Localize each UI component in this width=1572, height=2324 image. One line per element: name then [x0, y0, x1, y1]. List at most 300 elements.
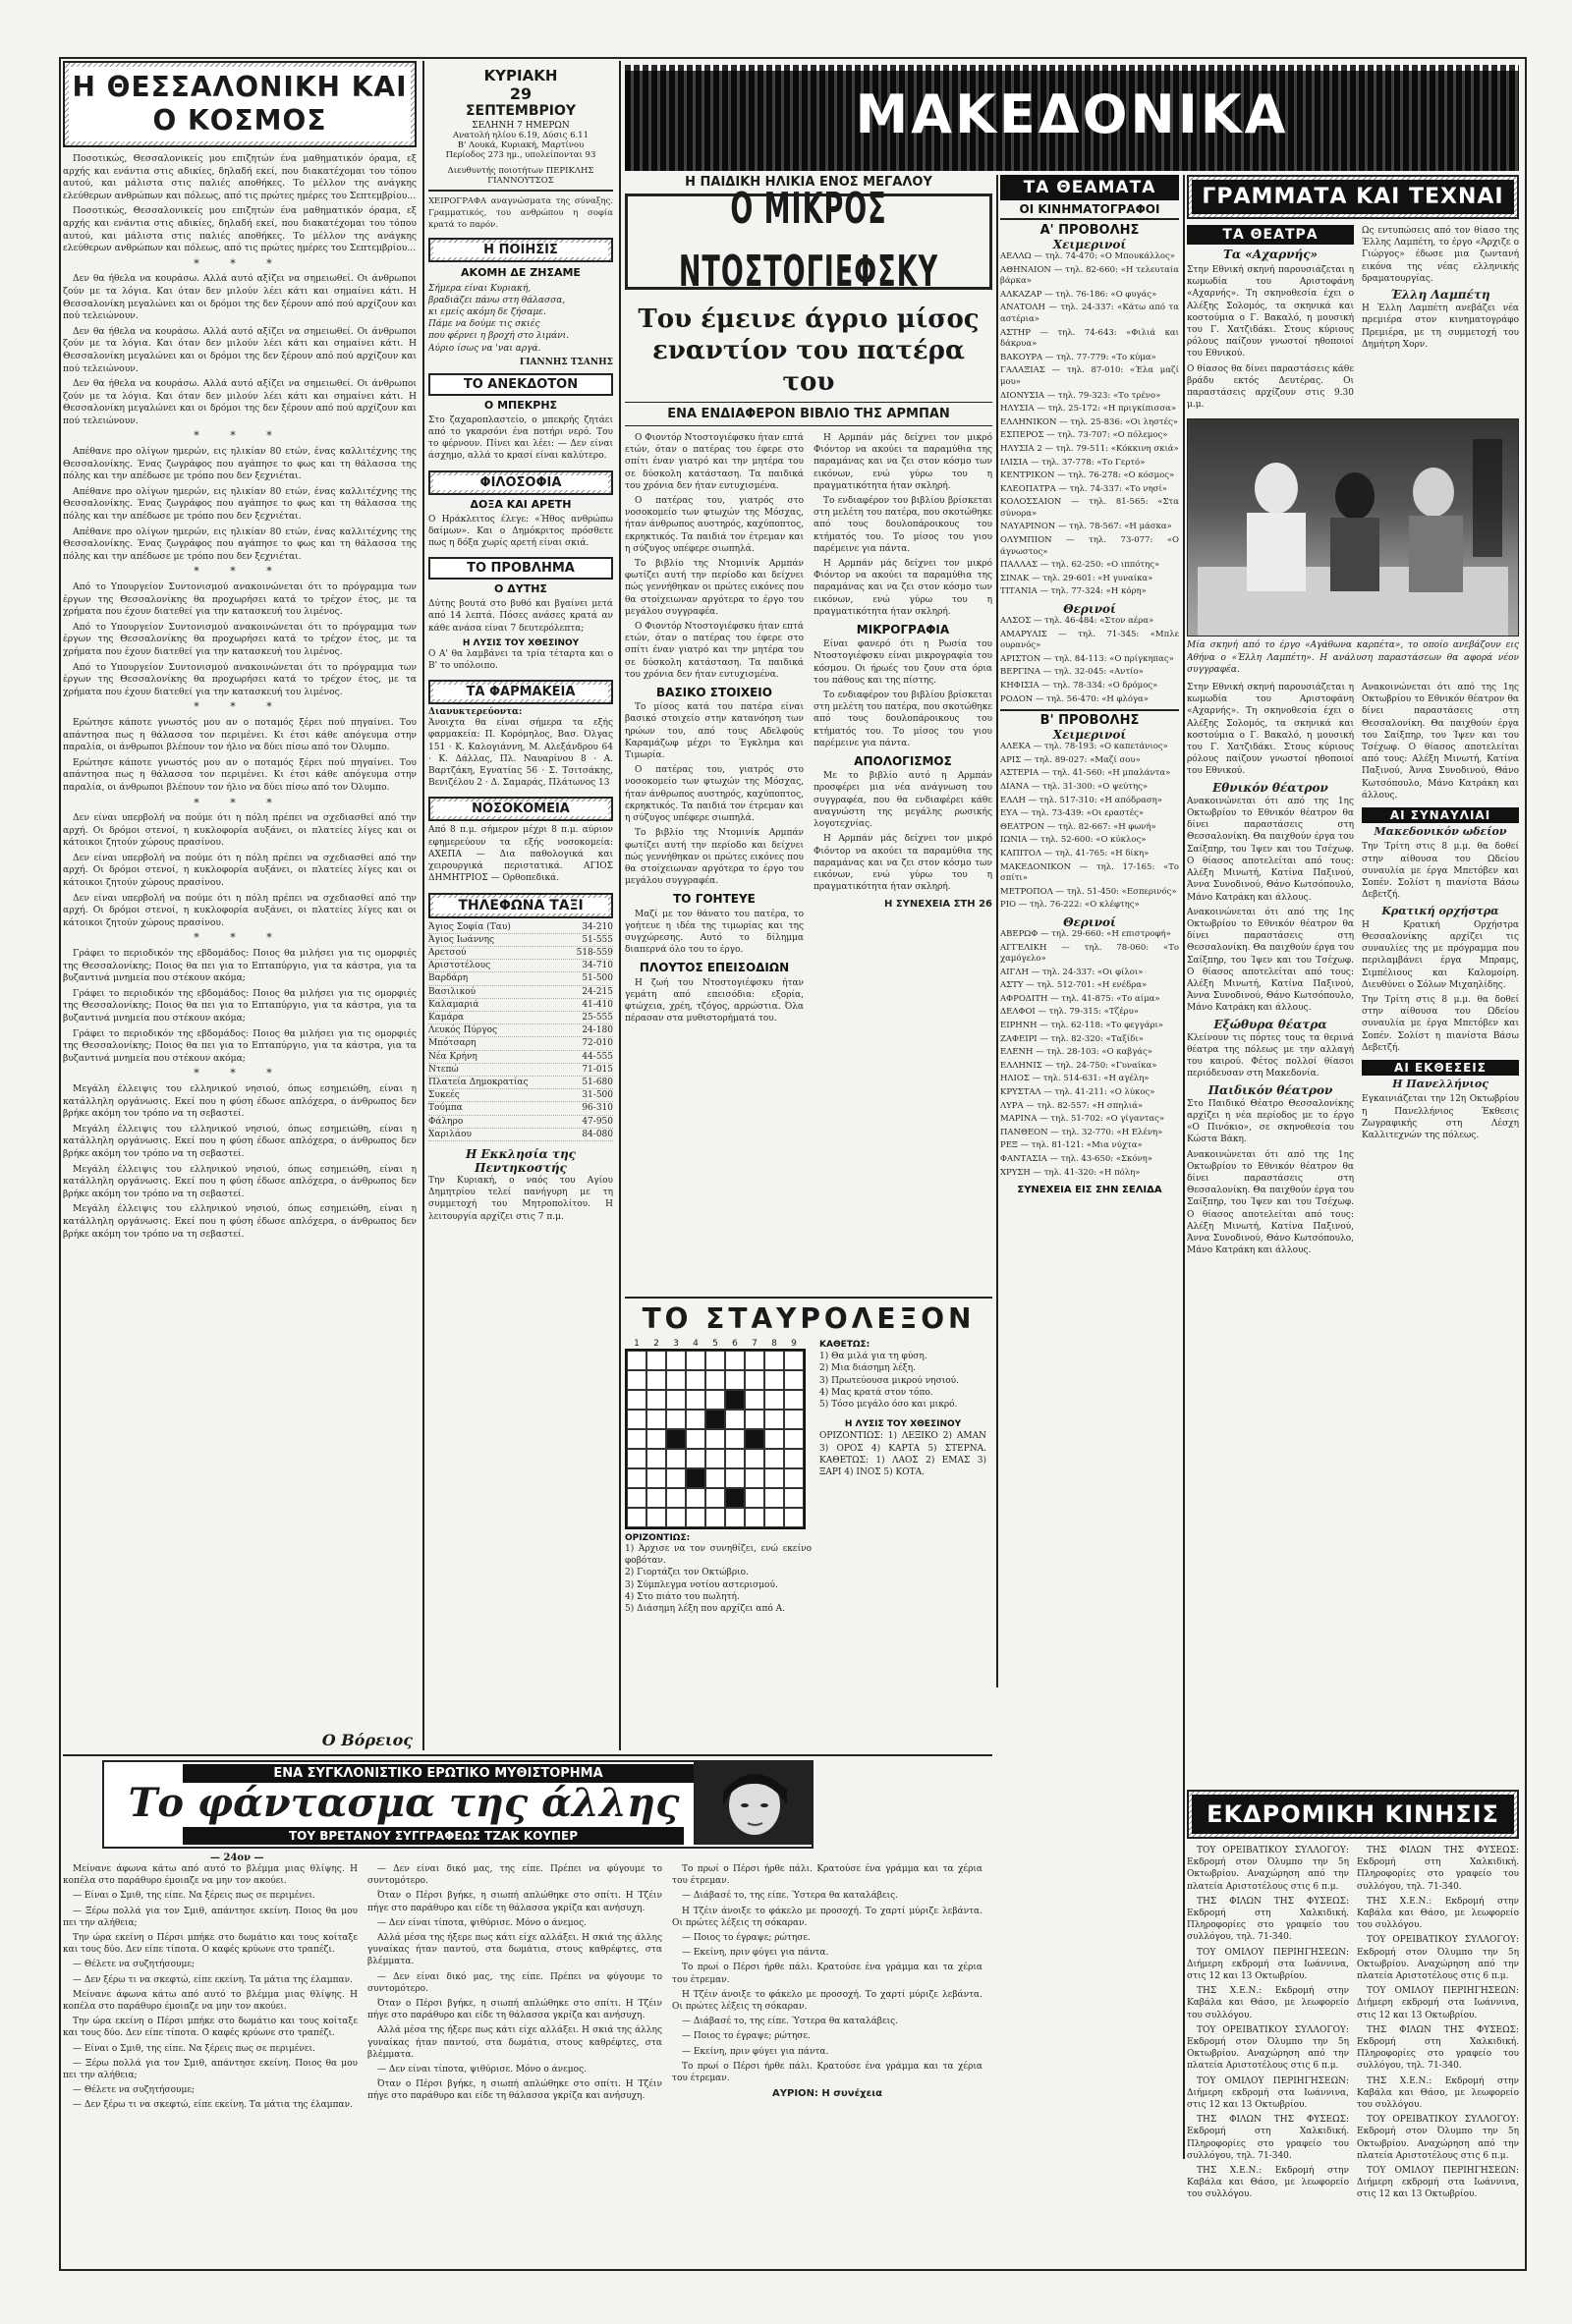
poetry-line: Αύριο ίσως να 'ναι αργά.: [428, 343, 541, 354]
crossword-clue: 4) Στο πιάτο του πωλητή.: [625, 1591, 740, 1602]
crossword-cell: [764, 1390, 784, 1410]
cinema-entry: ΙΛΙΣΙΑ — τηλ. 37-778: «Το Γερτό»: [1000, 457, 1146, 468]
anecdote-section: ΤΟ ΑΝΕΚΔΟΤΟΝ: [428, 373, 613, 396]
pharmacies-intro: Διανυκτερεύοντα:: [428, 707, 523, 718]
calendar-date: 29: [509, 84, 533, 103]
crossword-cell: [666, 1449, 686, 1468]
novel-paragraph: — Είναι ο Σμιθ, της είπε. Να ξέρεις πως σε περιμένει.: [73, 2043, 315, 2054]
masthead: [625, 65, 1519, 171]
left-title: Η ΘΕΣΣΑΛΟΝΙΚΗ ΚΑΙ Ο ΚΟΣΜΟΣ: [69, 67, 411, 141]
feature-subheading: ΑΠΟΛΟΓΙΣΜΟΣ: [854, 754, 952, 769]
novel-paragraph: — Διάβασέ το, της είπε. Ύστερα θα καταλάβεις.: [682, 2017, 899, 2027]
cinema-entry: ΗΛΙΟΣ — τηλ. 514-631: «Η αγέλη»: [1000, 1074, 1150, 1084]
national-text: Ανακοινώνεται ότι από της 1ης Οκτωβρίου το Εθνικόν θέατρον θα δίνει παραστάσεις στη Θεσσαλονίκη. Θα παιχθούν έργα του Σαίξπηρ, του Ίψεν και του Τσέχωφ. Ο θίασος αποτελείται από τους: Αλέξη Μινωτή, Κατίνα Παξινού, Άννα Συνοδινού, Θάνο Κωτσόπουλο, Μάνο Κατράκη και άλλους.: [1187, 907, 1354, 1014]
cinema-list: [1000, 742, 1179, 912]
cinema-list: [1000, 929, 1179, 1179]
crossword-cell: [725, 1429, 745, 1449]
crossword-cell: [686, 1429, 705, 1449]
theatre-text: Ο θίασος θα δίνει παραστάσεις κάθε βράδυ εκτός Δευτέρας. Οι παραστάσεις αρχίζουν στις 9.30 μ.μ.: [1187, 363, 1354, 411]
phone-number: 44-555: [582, 1051, 613, 1062]
crossword-cell: [705, 1488, 725, 1508]
crossword-cell: [627, 1370, 646, 1390]
phone-row: [428, 986, 613, 999]
cinema-entry: ΑΜΑΡΥΛΙΣ — τηλ. 71-345: «Μπλε ουρανός»: [1000, 629, 1179, 651]
excursion-entry: ΤΗΣ ΦΙΛΩΝ ΤΗΣ ΦΥΣΕΩΣ: Εκδρομή στη Χαλκιδική. Πληροφορίες στο γραφείο του συλλόγου, τηλ. 71-340.: [1187, 1896, 1349, 1943]
left-paragraph: Ερώτησε κάποτε γνωστός μου αν ο ποταμός ξέρει πού πηγαίνει. Του απάντησα πως η θάλασσα τον περιμένει. Κι έτσι κάθε απόγευμα στην παραλία, οι άνθρωποι βλέπουν τον ήλιο να δύει πίσω από τον Όλυμπο.: [63, 756, 417, 793]
phone-number: 41-410: [582, 999, 613, 1010]
phone-place: Καλαμαριά: [428, 999, 479, 1010]
novel-paragraph: — Ποιος το έγραψε; ρώτησε.: [682, 2031, 811, 2042]
phone-place: Βαρδάρη: [428, 973, 469, 984]
cinema-continued: ΣΥΝΕΧΕΙΑ ΕΙΣ ΣΗΝ ΣΕΛΙΔΑ: [1017, 1185, 1162, 1196]
phone-place: Καμάρα: [428, 1012, 465, 1023]
crossword-cell: [784, 1370, 804, 1390]
phone-number: 84-080: [582, 1129, 613, 1139]
crossword-down-title: ΚΑΘΕΤΩΣ:: [819, 1340, 870, 1350]
anecdote-title: Ο ΜΠΕΚΡΗΣ: [483, 398, 558, 412]
phone-place: Λευκός Πύργος: [428, 1025, 498, 1036]
arts-paragraph: Ανακοινώνεται ότι από της 1ης Οκτωβρίου το Εθνικόν θέατρον θα δίνει παραστάσεις στη Θεσσαλονίκη. Θα παιχθούν έργα του Σαίξπηρ, του Ίψεν και του Τσέχωφ. Ο θίασος αποτελείται από τους: Αλέξη Μινωτή, Κατίνα Παξινού, Άννα Συνοδινού, Θάνο Κωτσόπουλο, Μάνο Κατράκη και άλλους.: [1362, 683, 1519, 801]
feature-col-2: [814, 432, 992, 1027]
crossword-cell: [705, 1468, 725, 1488]
crossword-cell: [646, 1449, 666, 1468]
cinema-entry: ΛΥΡΑ — τηλ. 82-557: «Η σπηλιά»: [1000, 1100, 1144, 1111]
phone-row: [428, 1051, 613, 1064]
cinema-entry: ΕΙΡΗΝΗ — τηλ. 62-118: «Το φεγγάρι»: [1000, 1021, 1163, 1031]
crossword-clue: 1) Άρχισε να τον συνηθίζει, ενώ εκείνο φοβόταν.: [625, 1544, 812, 1567]
poetry-line: κι εμείς ακόμη δε ζήσαμε.: [428, 307, 546, 318]
novel-col-1: [63, 1863, 358, 2115]
pharmacies-text: Άνοιχτα θα είναι σήμερα τα εξής φαρμακεία: Π. Κορόμηλος, Βασ. Όλγας 151 · Κ. Καλογιάννη, Μ. Αλεξάνδρου 64 · Κ. Δάλλας, Πλ. Ναυαρίνου 8 · Α. Βαρτζάκη, Εγνατίας 56 · Σ. Τσιτσάκης, Βενιζέλου 2 · Δ. Σαμαράς, Πλάτωνος 13: [428, 718, 613, 789]
phone-number: 25-555: [582, 1012, 613, 1023]
photo-caption: Μία σκηνή από το έργο «Αγάθωνα καρπέτα», το οποίο ανεβάζουν εις Αθήνα ο «Έλλη Λαμπέτη». Η ανάλυση παραστάσεων θα αφορά νέον συγγραφέα.: [1187, 640, 1519, 675]
cinema-entry: ΤΙΤΑΝΙΑ — τηλ. 77-324: «Η κόρη»: [1000, 586, 1147, 597]
left-signature: Ο Βόρειος: [321, 1731, 413, 1749]
novel-paragraph: Αλλά μέσα της ήξερε πως κάτι είχε αλλάξει. Η σκιά της άλλης γυναίκας ήταν παντού, στα δωμάτια, στους καθρέφτες, στα βλέμματα.: [367, 1933, 662, 1967]
feature-paragraph: Ο πατέρας του, γιατρός στο νοσοκομείο των φτωχών της Μόσχας, ήταν άνθρωπος αυστηρός, καχύποπτος, εκρηκτικός. Τα παιδιά τον έτρεμαν και η σύζυγος υπέφερε σιωπηλά.: [625, 496, 804, 554]
novel-col-3: [672, 1863, 982, 2115]
cinema-entry: ΠΑΛΛΑΣ — τηλ. 62-250: «Ο ιππότης»: [1000, 560, 1160, 571]
crossword-cell: [725, 1370, 745, 1390]
crossword-cell: [764, 1488, 784, 1508]
phone-row: [428, 960, 613, 972]
crossword-body: [625, 1339, 992, 1615]
hospitals-section: [428, 797, 613, 821]
pharmacies-section-title: ΤΑ ΦΑΡΜΑΚΕΙΑ: [433, 685, 608, 699]
cinema-entry: ΚΗΦΙΣΙΑ — τηλ. 78-334: «Ο δρόμος»: [1000, 681, 1158, 691]
crossword-cell: [627, 1508, 646, 1527]
masthead-title: ΜΑΚΕΔΟΝΙΚΑ: [625, 71, 1519, 171]
cinema-entry: ΒΕΡΓΙΝΑ — τηλ. 32-045: «Αντίο»: [1000, 667, 1144, 678]
crossword-cell: [686, 1508, 705, 1527]
crossword-cell: [627, 1410, 646, 1429]
novel-paragraph: Το πρωί ο Πέρσι ήρθε πάλι. Κρατούσε ένα γράμμα και τα χέρια του έτρεμαν.: [672, 1864, 982, 1887]
cinema-entry: ΕΛΛΗ — τηλ. 517-310: «Η απόδραση»: [1000, 795, 1162, 805]
cons-text: Η Κρατική Ορχήστρα Θεσσαλονίκης αρχίζει τις συναυλίες της με πρόγραμμα που περιλαμβάνει έργα Μπραμς, Σιμπέλιους και Καλομοίρη. Διευθύνει ο Σόλων Μιχαηλίδης.: [1362, 919, 1519, 990]
cinema-entry: ΙΩΝΙΑ — τηλ. 52-600: «Ο κύκλος»: [1000, 835, 1147, 846]
calendar-column: [428, 61, 613, 1750]
crossword-number: 9: [791, 1339, 797, 1349]
arts-top: [1187, 225, 1519, 411]
novel-paragraph: — Διάβασέ το, της είπε. Ύστερα θα καταλάβεις.: [682, 1891, 899, 1902]
feature-paragraph: Με το βιβλίο αυτό η Αρμπάν προσφέρει μια νέα ανάγνωση του συγγραφέα, που θα ενδιαφέρει κάθε αναγνώστη της μεγάλης ρωσικής λογοτεχνίας.: [814, 771, 992, 830]
column-rule: [619, 61, 621, 1750]
cinema-entry: ΑΙΓΛΗ — τηλ. 24-337: «Οι φίλοι»: [1000, 967, 1144, 977]
crossword-cell: [627, 1449, 646, 1468]
crossword-cell: [686, 1468, 705, 1488]
phone-place: Αριστοτέλους: [428, 961, 491, 971]
left-paragraph: Μεγάλη έλλειψις του ελληνικού νησιού, όπως εσημειώθη, είναι η κατάλληλη οργάνωσις. Εκεί που η φύση έδωσε απλόχερα, ο άνθρωπος δεν βρήκε ακόμη τον τρόπο να τη σεβαστεί.: [63, 1203, 417, 1240]
crossword-cell: [745, 1370, 764, 1390]
calendar-day: ΚΥΡΙΑΚΗ: [483, 67, 558, 84]
cinema-entry: ΔΙΑΝΑ — τηλ. 31-300: «Ο ψεύτης»: [1000, 781, 1149, 792]
feature-continued: Η ΣΥΝΕΧΕΙΑ ΣΤΗ 26: [883, 899, 992, 911]
cinema-entry: ΔΙΟΝΥΣΙΑ — τηλ. 79-323: «Το τρένο»: [1000, 390, 1161, 401]
cinema-entry: ΡΕΞ — τηλ. 81-121: «Μια νύχτα»: [1000, 1140, 1143, 1151]
cinema-entry: ΔΕΛΦΟΙ — τηλ. 79-315: «Τζέρυ»: [1000, 1007, 1139, 1018]
cinema-entry: ΟΛΥΜΠΙΟΝ — τηλ. 73-077: «Ο άγνωστος»: [1000, 535, 1179, 557]
crossword-cell: [627, 1488, 646, 1508]
crossword-clue: 2) Μια διάσημη λέξη.: [819, 1363, 917, 1374]
feature-subheading: ΜΙΚΡΟΓΡΑΦΙΑ: [856, 623, 950, 637]
cinema-entry: ΑΣΤΗΡ — τηλ. 74-643: «Φιλιά και δάκρυα»: [1000, 327, 1179, 350]
phone-row: [428, 934, 613, 947]
crossword-cell: [705, 1410, 725, 1429]
cinema-entry: ΝΑΥΑΡΙΝΟΝ — τηλ. 78-567: «Η μάσκα»: [1000, 522, 1172, 532]
crossword-solution-title: Η ΛΥΣΙΣ ΤΟΥ ΧΘΕΣΙΝΟΥ: [844, 1419, 962, 1430]
crossword-cell: [646, 1468, 666, 1488]
novel-paragraph: Την ώρα εκείνη ο Πέρσι μπήκε στο δωμάτιο και τους κοίταξε και τους δύο. Δεν είπε τίποτα. Ο καφές κρύωνε στο τραπέζι.: [63, 2017, 358, 2039]
cinema-entry: ΚΡΥΣΤΑΛ — τηλ. 41-211: «Ο λύκος»: [1000, 1087, 1155, 1098]
phone-row: [428, 1064, 613, 1077]
left-paragraph: Από το Υπουργείον Συντονισμού ανακοινώνεται ότι το πρόγραμμα των έργων της Θεσσαλονίκης θα προχωρήσει κατά το τρέχον έτος, με τα χρήματα που έχουν διατεθεί για την κατασκευή του λιμένος.: [63, 581, 417, 618]
excursions-banner: ΕΚΔΡΟΜΙΚΗ ΚΙΝΗΣΙΣ: [1192, 1795, 1514, 1834]
cinema-list: [1000, 251, 1179, 598]
excursion-entry: ΤΗΣ ΦΙΛΩΝ ΤΗΣ ΦΥΣΕΩΣ: Εκδρομή στη Χαλκιδική. Πληροφορίες στο γραφείο του συλλόγου, τηλ. 71-340.: [1357, 1846, 1519, 1892]
novel-paragraph: — Δεν είναι δικό μας, της είπε. Πρέπει να φύγουμε το συντομότερο.: [367, 1971, 662, 1994]
crossword-clue: 5) Διάσημη λέξη που αρχίζει από Α.: [625, 1604, 785, 1615]
cinema-entry: ΚΛΕΟΠΑΤΡΑ — τηλ. 74-337: «Το νησί»: [1000, 483, 1167, 494]
calendar-box: [428, 67, 613, 192]
novel-paragraph: — Εκείνη, πριν φύγει για πάντα.: [682, 2046, 829, 2057]
cinema-entry: ΑΕΛΛΩ — τηλ. 74-470: «Ο Μπουκάλλος»: [1000, 251, 1175, 261]
excursion-entry: ΤΟΥ ΟΜΙΛΟΥ ΠΕΡΙΗΓΗΣΕΩΝ: Διήμερη εκδρομή στα Ιωάννινα, στις 12 και 13 Οκτωβρίου.: [1187, 1947, 1349, 1982]
feature-paragraph: Το βιβλίο της Ντομινίκ Αρμπάν φωτίζει αυτή την περίοδο και δείχνει πώς γεννήθηκαν οι πρώτες εικόνες που θα στοίχειωναν αργότερα το έργο του μεγάλου συγγραφέα.: [625, 828, 804, 887]
crossword-cell: [725, 1488, 745, 1508]
winter-heading-2: Χειμερινοί: [1052, 728, 1127, 743]
pharmacies-section: [428, 680, 613, 704]
calendar-director: Διευθυντής ποιοτήτων ΠΕΡΙΚΛΗΣ ΓΙΑΝΝΟΥΤΣΟΣ: [447, 166, 594, 186]
poetry-line: βραδιάζει πάνω στη θάλασσα,: [428, 295, 566, 305]
poetry-line: Σήμερα είναι Κυριακή,: [428, 283, 532, 294]
separator-stars: * * *: [194, 931, 286, 945]
cinema-entry: ΧΡΥΣΗ — τηλ. 41-320: «Η πόλη»: [1000, 1167, 1141, 1178]
feature-paragraph: Η ζωή του Ντοστογιέφσκυ ήταν γεμάτη από επεισόδια: εξορία, φτώχεια, χρέη, τζόγος, αρρώστια. Όλα πέρασαν στα μυθιστορήματά του.: [625, 977, 804, 1024]
arts-side-text: Ως εντυπώσεις από τον θίασο της Έλλης Λαμπέτη, το έργο «Άρχιζε ο Γιώργος» έδωσε μια ζωντανή εικόνα της νέας ελληνικής δραματουργίας.: [1362, 226, 1519, 284]
summer-heading: Θερινοί: [1063, 602, 1116, 617]
cinema-entry: ΑΛΚΑΖΑΡ — τηλ. 76-186: «Ο φυγάς»: [1000, 289, 1157, 300]
crossword-cell: [784, 1390, 804, 1410]
feature-paragraph: Η Αρμπάν μάς δείχνει τον μικρό Φιόντορ να ακούει τα παραμύθια της παραμάνας και να ζει στον κόσμο των εικόνων, ενώ γύρω του η πραγματικότητα ήταν σκληρή.: [814, 433, 992, 491]
novel-tagline: ΕΝΑ ΣΥΓΚΛΟΝΙΣΤΙΚΟ ΕΡΩΤΙΚΟ ΜΥΘΙΣΤΟΡΗΜΑ: [183, 1764, 694, 1783]
feature-subhead: ΕΝΑ ΕΝΔΙΑΦΕΡΟΝ ΒΙΒΛΙΟ ΤΗΣ ΑΡΜΠΑΝ: [625, 402, 992, 426]
crossword-cell: [666, 1468, 686, 1488]
crossword-cell: [686, 1351, 705, 1370]
feature-paragraph: Η Αρμπάν μάς δείχνει τον μικρό Φιόντορ να ακούει τα παραμύθια της παραμάνας και να ζει στον κόσμο των εικόνων, ενώ γύρω του η πραγματικότητα ήταν σκληρή.: [814, 559, 992, 617]
left-paragraph: Γράφει το περιοδικόν της εβδομάδος: Ποιος θα μιλήσει για τις ομορφιές της Θεσσαλονίκης; Ποιος θα πει για το Επταπύργιο, για τα κάστρα, για τα βυζαντινά μνημεία που στέκουν ακόμα;: [63, 948, 417, 984]
arts-paragraph: Στην Εθνική σκηνή παρουσιάζεται η κωμωδία του Αριστοφάνη «Αχαρνής». Τη σκηνοθεσία έχει ο Αλέξης Σολομός, τα σκηνικά και κοστούμια ο Γ. Βακαλό, η μουσική του Γ. Χατζιδάκι. Στους κύριους ρόλους παίζουν γνωστοί ηθοποιοί του Εθνικού.: [1187, 683, 1354, 777]
phone-row: [428, 1077, 613, 1089]
crossword-clue: 3) Πρωτεύουσα μικρού νησιού.: [819, 1375, 959, 1386]
phone-number: 34-710: [582, 961, 613, 971]
crossword-cell: [745, 1351, 764, 1370]
church-text: Την Κυριακή, ο ναός του Αγίου Δημητρίου τελεί πανήγυρη με τη συμμετοχή του Μητροπολίτου. Η λειτουργία αρχίζει στις 7 π.μ.: [428, 1175, 613, 1222]
poetry-section: [428, 238, 613, 262]
feature-paragraph: Ο πατέρας του, γιατρός στο νοσοκομείο των φτωχών της Μόσχας, ήταν άνθρωπος αυστηρός, καχύποπτος, εκρηκτικός. Τα παιδιά τον έτρεμαν και η σύζυγος υπέφερε σιωπηλά.: [625, 765, 804, 824]
excursion-entry: ΤΗΣ ΦΙΛΩΝ ΤΗΣ ΦΥΣΕΩΣ: Εκδρομή στη Χαλκιδική. Πληροφορίες στο γραφείο του συλλόγου, τηλ. 71-340.: [1187, 2115, 1349, 2161]
first-run: Α' ΠΡΟΒΟΛΗΣ: [1039, 223, 1140, 238]
crossword-left: [625, 1339, 812, 1615]
novel-paragraph: — Δεν είναι τίποτα, ψιθύρισε. Μόνο ο άνεμος.: [377, 2065, 587, 2075]
phones-section-title: ΤΗΛΕΦΩΝΑ ΤΑΞΙ: [433, 898, 608, 913]
novel-paragraph: Η Τζέιν άνοιξε το φάκελο με προσοχή. Το χαρτί μύριζε λεβάντα. Οι πρώτες λέξεις τη σόκαραν.: [672, 1906, 982, 1928]
crossword-cell: [764, 1351, 784, 1370]
crossword-cell: [705, 1429, 725, 1449]
crossword-number: 6: [732, 1339, 738, 1349]
cinema-entry: ΒΑΚΟΥΡΑ — τηλ. 77-779: «Το κύμα»: [1000, 352, 1156, 362]
left-body: [63, 153, 417, 1241]
crossword-cell: [666, 1508, 686, 1527]
phone-place: Νέα Κρήνη: [428, 1051, 477, 1062]
cinema-entry: ΑΣΤΕΡΙΑ — τηλ. 41-560: «Η μπαλάντα»: [1000, 768, 1171, 779]
exhibitions-section: ΑΙ ΕΚΘΕΣΕΙΣ: [1362, 1060, 1519, 1076]
cinema-section: ΤΑ ΘΕΑΜΑΤΑ: [1000, 175, 1179, 200]
poetry-section-title: Η ΠΟΙΗΣΙΣ: [433, 243, 608, 257]
crossword-number: 8: [771, 1339, 777, 1349]
phones-section: [428, 893, 613, 918]
arts-bottom-right: [1362, 682, 1519, 1256]
arts-bottom-left: [1187, 682, 1354, 1256]
crossword-cell: [686, 1488, 705, 1508]
novel-paragraph: Η Τζέιν άνοιξε το φάκελο με προσοχή. Το χαρτί μύριζε λεβάντα. Οι πρώτες λέξεις τη σόκαραν.: [672, 1989, 982, 2013]
philosophy-title: ΔΟΞΑ ΚΑΙ ΑΡΕΤΗ: [470, 497, 572, 511]
crossword-cell: [627, 1390, 646, 1410]
gatherings-section: ΑΙ ΣΥΝΑΥΛΙΑΙ: [1362, 807, 1519, 823]
crossword-cell: [764, 1370, 784, 1390]
crossword-cell: [686, 1390, 705, 1410]
crossword-cell: [784, 1429, 804, 1449]
novel-paragraph: Αλλά μέσα της ήξερε πως κάτι είχε αλλάξει. Η σκιά της άλλης γυναίκας ήταν παντού, στα δωμάτια, στους καθρέφτες, στα βλέμματα.: [367, 2025, 662, 2060]
cinema-entry: ΦΑΝΤΑΣΙΑ — τηλ. 43-650: «Σκόνη»: [1000, 1154, 1152, 1164]
crossword-cell: [627, 1468, 646, 1488]
crossword-cell: [705, 1449, 725, 1468]
column-rule: [422, 61, 424, 1750]
cinema-entry: ΑΛΣΟΣ — τηλ. 46-484: «Στον αέρα»: [1000, 616, 1154, 627]
feature-paragraph: Ο Φιοντόρ Ντοστογιέφσκυ ήταν επτά ετών, όταν ο πατέρας του έφερε στο σπίτι έναν γιατρό και την μητέρα του σε δύσκολη κατάσταση. Τα παιδικά του χρόνια δεν ήταν ευτυχισμένα.: [625, 433, 804, 491]
gatherings-text: Την Τρίτη στις 8 μ.μ. θα δοθεί στην αίθουσα του Ωδείου συναυλία με έργα Μπετόβεν και Σοπέν. Σολίστ η πιανίστα Βάσω Δεβετζή.: [1362, 994, 1519, 1053]
crossword-cell: [646, 1429, 666, 1449]
excursion-entry: ΤΟΥ ΟΜΙΛΟΥ ΠΕΡΙΗΓΗΣΕΩΝ: Διήμερη εκδρομή στα Ιωάννινα, στις 12 και 13 Οκτωβρίου.: [1357, 1986, 1519, 2020]
cinema-entry: ΑΡΙΣ — τηλ. 89-027: «Μαζί σου»: [1000, 754, 1141, 765]
phone-list: [428, 921, 613, 1141]
cinema-entry: ΜΑΡΙΝΑ — τηλ. 51-702: «Ο γίγαντας»: [1000, 1114, 1165, 1125]
hospitals-section-title: ΝΟΣΟΚΟΜΕΙΑ: [433, 802, 608, 816]
novel-paragraph: Την ώρα εκείνη ο Πέρσι μπήκε στο δωμάτιο και τους κοίταξε και τους δύο. Δεν είπε τίποτα. Ο καφές κρύωνε στο τραπέζι.: [63, 1933, 358, 1956]
feature-title-box: [625, 185, 992, 297]
phone-place: Συκεές: [428, 1090, 460, 1101]
poetry-title: ΑΚΟΜΗ ΔΕ ΖΗΣΑΜΕ: [461, 265, 581, 279]
cinema-entry: ΚΟΛΟΣΣΑΙΟΝ — τηλ. 81-565: «Στα σύνορα»: [1000, 497, 1179, 519]
cinema-entry: ΑΘΗΝΑΙΟΝ — τηλ. 82-660: «Η τελευταία βάρκα»: [1000, 264, 1179, 287]
crossword-cell: [646, 1390, 666, 1410]
cinema-entry: ΓΑΛΑΞΙΑΣ — τηλ. 87-010: «Έλα μαζί μου»: [1000, 365, 1179, 387]
separator-stars: * * *: [194, 1067, 286, 1080]
exhibitions-title: Η Πανελλήνιος: [1392, 1078, 1488, 1091]
crossword-cell: [745, 1488, 764, 1508]
poetry-text: [428, 283, 613, 355]
left-paragraph: Μεγάλη έλλειψις του ελληνικού νησιού, όπως εσημειώθη, είναι η κατάλληλη οργάνωσις. Εκεί που η φύση έδωσε απλόχερα, ο άνθρωπος δεν βρήκε ακόμη τον τρόπο να τη σεβαστεί.: [63, 1123, 417, 1159]
feature-title: Ο ΜΙΚΡΟΣ ΝΤΟΣΤΟΓΙΕΦΣΚΥ: [678, 185, 939, 297]
crossword-cell: [666, 1390, 686, 1410]
excursion-entry: ΤΗΣ Χ.Ε.Ν.: Εκδρομή στην Καβάλα και Θάσο, με λεωφορείο του συλλόγου.: [1187, 1986, 1349, 2020]
crossword-cell: [745, 1429, 764, 1449]
left-paragraph: Δεν είναι υπερβολή να πούμε ότι η πόλη πρέπει να σχεδιασθεί από την αρχή. Οι δρόμοι στενοί, η κυκλοφορία αυξάνει, οι πλατείες λίγες και οι κάτοικοι ζητούν χώρους πρασίνου.: [63, 892, 417, 928]
crossword-cell: [666, 1488, 686, 1508]
novel-paragraph: — Ξέρω πολλά για τον Σμιθ, απάντησε εκείνη. Ποιος θα μου πει την αλήθεια;: [63, 1906, 358, 1928]
crossword-cell: [784, 1488, 804, 1508]
crossword-number: 1: [634, 1339, 640, 1349]
novel-paragraph: — Θέλετε να συζητήσουμε;: [73, 2085, 196, 2096]
phone-row: [428, 947, 613, 960]
novel-paragraph: — Δεν είναι τίποτα, ψιθύρισε. Μόνο ο άνεμος.: [377, 1917, 587, 1928]
feature-paragraph: Μαζί με τον θάνατο του πατέρα, το γοήτευε η ιδέα της τιμωρίας και της συγχώρεσης. Αυτό το δίλημμα διαπερνά όλο του το έργο.: [625, 909, 804, 956]
crossword-cell: [725, 1351, 745, 1370]
feature-col-1: [625, 432, 804, 1027]
excursion-entry: ΤΗΣ Χ.Ε.Ν.: Εκδρομή στην Καβάλα και Θάσο, με λεωφορείο του συλλόγου.: [1357, 2075, 1519, 2111]
left-paragraph: Γράφει το περιοδικόν της εβδομάδος: Ποιος θα μιλήσει για τις ομορφιές της Θεσσαλονίκης; Ποιος θα πει για το Επταπύργιο, για τα κάστρα, για τα βυζαντινά μνημεία που στέκουν ακόμα;: [63, 1027, 417, 1064]
crossword-cell: [784, 1410, 804, 1429]
excursion-entry: ΤΟΥ ΟΡΕΙΒΑΤΙΚΟΥ ΣΥΛΛΟΓΟΥ: Εκδρομή στον Όλυμπο την 5η Οκτωβρίου. Αναχώρηση από την πλατεία Αριστοτέλους στις 6 π.μ.: [1357, 1935, 1519, 1982]
phone-number: 34-210: [582, 921, 613, 932]
cinema-entry: ΑΦΡΟΔΙΤΗ — τηλ. 41-875: «Το αίμα»: [1000, 993, 1160, 1004]
separator-stars: * * *: [194, 256, 286, 270]
theatre-text: Στην Εθνική σκηνή παρουσιάζεται η κωμωδία του Αριστοφάνη «Αχαρνής». Τη σκηνοθεσία έχει ο Αλέξης Σολομός, τα σκηνικά και κοστούμια ο Γ. Βακαλό, η μουσική του Γ. Χατζιδάκι. Στους κύριους ρόλους παίζουν γνωστοί ηθοποιοί του Εθνικού.: [1187, 265, 1354, 360]
cinema-entry: ΕΣΠΕΡΟΣ — τηλ. 73-707: «Ο πόλεμος»: [1000, 430, 1168, 441]
left-paragraph: Δεν θα ήθελα να κουράσω. Αλλά αυτό αξίζει να σημειωθεί. Οι άνθρωποι ζούν με τα λόγια. Και όταν δεν μιλούν λέει κάτι και σημαίνει κάτι. Η Θεσσαλονίκη μεγαλώνει και οι δρόμοι της δεν ξέρουν από πού αρχίζουν και πού τελειώνουν.: [63, 378, 417, 426]
cons-title: Κρατική ορχήστρα: [1381, 904, 1499, 917]
novel-paragraph: Το πρωί ο Πέρσι ήρθε πάλι. Κρατούσε ένα γράμμα και τα χέρια του έτρεμαν.: [672, 2061, 982, 2084]
phone-row: [428, 1102, 613, 1115]
crossword-title: ΤΟ ΣΤΑΥΡΟΛΕΞΟΝ: [642, 1302, 976, 1335]
phone-number: 72-010: [582, 1038, 613, 1049]
crossword-cell: [764, 1410, 784, 1429]
problem-title: Ο ΔΥΤΗΣ: [494, 582, 547, 596]
crossword-cell: [646, 1351, 666, 1370]
cinema-entry: ΕΛΕΝΗ — τηλ. 28-103: «Ο καβγάς»: [1000, 1047, 1152, 1058]
crossword-cell: [686, 1370, 705, 1390]
feature-subheading: ΤΟ ΓΟΗΤΕΥΕ: [673, 892, 756, 907]
novel-paragraph: Όταν ο Πέρσι βγήκε, η σιωπή απλώθηκε στο σπίτι. Η Τζέιν πήγε στο παράθυρο και είδε τη θάλασσα γκρίζα και ανήσυχη.: [367, 1999, 662, 2021]
crossword-cell: [764, 1429, 784, 1449]
separator-stars: * * *: [194, 700, 286, 714]
novel-paragraph: Όταν ο Πέρσι βγήκε, η σιωπή απλώθηκε στο σπίτι. Η Τζέιν πήγε στο παράθυρο και είδε τη θάλασσα γκρίζα και ανήσυχη.: [367, 1891, 662, 1913]
cinema-entry: ΚΕΝΤΡΙΚΟΝ — τηλ. 76-278: «Ο κόσμος»: [1000, 470, 1175, 481]
column-rule: [996, 175, 998, 1688]
crossword-cell: [725, 1410, 745, 1429]
left-paragraph: Απέθανε προ ολίγων ημερών, εις ηλικίαν 80 ετών, ένας καλλιτέχνης της Θεσσαλονίκης. Ένας ζωγράφος που αγάπησε το φως και τη θάλασσα της πόλης και την απέδωσε με τρόπο που δεν ξεχνιέται.: [63, 485, 417, 523]
novel-paragraph: — Ξέρω πολλά για τον Σμιθ, απάντησε εκείνη. Ποιος θα μου πει την αλήθεια;: [63, 2058, 358, 2081]
crossword-cell: [666, 1410, 686, 1429]
cinema-entry: ΑΡΙΣΤΟΝ — τηλ. 84-113: «Ο πρίγκηπας»: [1000, 653, 1174, 664]
calendar-line: Ανατολή ηλίου 6.19, Δύσις 6.11: [452, 131, 589, 140]
novel-paragraph: Όταν ο Πέρσι βγήκε, η σιωπή απλώθηκε στο σπίτι. Η Τζέιν πήγε στο παράθυρο και είδε τη θάλασσα γκρίζα και ανήσυχη.: [367, 2079, 662, 2102]
left-paragraph: Ποσοτικώς, Θεσσαλονικείς μου επιζητών ένα μαθηματικόν όραμα, εξ αρχής και ενάντια στις αδικίες, δηλαδή εκεί, που διακατέχομαι του τόπου αυτού, και μάλιστα στις παλιές αποθήκες. Το μέλλον της ανάγκης ελεύθερων ανθρώπων και πόλεως, από τις πρώτες ημέρες του Σεπτεμβρίου...: [63, 153, 417, 201]
cinema-sub: ΟΙ ΚΙΝΗΜΑΤΟΓΡΑΦΟΙ: [1000, 200, 1179, 220]
crossword-across-title: ΟΡΙΖΟΝΤΙΩΣ:: [625, 1533, 691, 1543]
crossword-across: [625, 1543, 812, 1615]
phone-place: Ντεπώ: [428, 1064, 459, 1075]
lampeti-title: Έλλη Λαμπέτη: [1390, 288, 1490, 303]
phone-place: Χαριλάου: [428, 1129, 472, 1139]
crossword-clue: 2) Γιορτάζει τον Οκτώβριο.: [625, 1568, 749, 1578]
photo-figures: [1188, 419, 1518, 636]
feature-paragraph: Το βιβλίο της Ντομινίκ Αρμπάν φωτίζει αυτή την περίοδο και δείχνει πώς γεννήθηκαν οι πρώτες εικόνες που θα στοίχειωναν αργότερα το έργο του μεγάλου συγγραφέα.: [625, 559, 804, 617]
crossword-cell: [646, 1370, 666, 1390]
left-paragraph: Δεν θα ήθελα να κουράσω. Αλλά αυτό αξίζει να σημειωθεί. Οι άνθρωποι ζούν με τα λόγια. Και όταν δεν μιλούν λέει κάτι και σημαίνει κάτι. Η Θεσσαλονίκη μεγαλώνει και οι δρόμοι της δεν ξέρουν από πού αρχίζουν και πού τελειώνουν.: [63, 273, 417, 322]
ballet-text: Στο Παιδικό Θέατρο Θεσσαλονίκης αρχίζει η νέα περίοδος με το έργο «Ο Πινόκιο», σε σκηνοθεσία του Κώστα Βάκη.: [1187, 1098, 1354, 1145]
phone-place: Βασιλικού: [428, 986, 477, 997]
phone-place: Άγιος Ιωάννης: [428, 934, 495, 945]
crossword-cell: [705, 1370, 725, 1390]
exhibit-text: Κλείνουν τις πόρτες τους τα θερινά θέατρα της πόλεως με την αλλαγή του καιρού. Φέτος πολλοί θίασοι περιόδευσαν στη Μακεδονία.: [1187, 1032, 1354, 1079]
excursion-entry: ΤΟΥ ΟΡΕΙΒΑΤΙΚΟΥ ΣΥΛΛΟΓΟΥ: Εκδρομή στον Όλυμπο την 5η Οκτωβρίου. Αναχώρηση από την πλατεία Αριστοτέλους στις 6 π.μ.: [1187, 2024, 1349, 2072]
crossword-cell: [784, 1351, 804, 1370]
phone-number: 31-500: [582, 1090, 613, 1101]
crossword-cell: [666, 1351, 686, 1370]
feature-paragraph: Είναι φανερό ότι η Ρωσία του Ντοστογιέφσκυ είναι μικρογραφία του κόσμου. Οι ήρωές του ζουν στα όρια του πάθους και της πίστης.: [814, 639, 992, 686]
calendar-line: Περίοδος 273 ημ., υπολείπονται 93: [445, 150, 596, 160]
phone-row: [428, 999, 613, 1012]
left-paragraph: Μεγάλη έλλειψις του ελληνικού νησιού, όπως εσημειώθη, είναι η κατάλληλη οργάνωσις. Εκεί που η φύση έδωσε απλόχερα, ο άνθρωπος δεν βρήκε ακόμη τον τρόπο να τη σεβαστεί.: [63, 1082, 417, 1120]
novel-episode: — 24ον —: [210, 1853, 264, 1863]
crossword-cell: [764, 1468, 784, 1488]
crossword-cell: [666, 1429, 686, 1449]
ballet-title: Παιδικόν θέατρον: [1207, 1082, 1333, 1097]
feature-paragraph: Η Αρμπάν μάς δείχνει τον μικρό Φιόντορ να ακούει τα παραμύθια της παραμάνας και να ζει στον κόσμο των εικόνων, ενώ γύρω του η πραγματικότητα ήταν σκληρή.: [814, 834, 992, 893]
phone-number: 96-310: [582, 1103, 613, 1114]
feature-subheading: ΒΑΣΙΚΟ ΣΤΟΙΧΕΙΟ: [656, 686, 772, 700]
excursion-entry: ΤΗΣ Χ.Ε.Ν.: Εκδρομή στην Καβάλα και Θάσο, με λεωφορείο του συλλόγου.: [1357, 1896, 1519, 1931]
crossword-cell: [725, 1468, 745, 1488]
cinema-entry: ΜΕΤΡΟΠΟΛ — τηλ. 51-450: «Εσπερινός»: [1000, 886, 1177, 897]
excursions-columns: [1187, 1845, 1519, 2204]
novel-byline: ΤΟΥ ΒΡΕΤΑΝΟΥ ΣΥΓΓΡΑΦΕΩΣ ΤΖΑΚ ΚΟΥΠΕΡ: [183, 1827, 684, 1845]
poetry-line: Πάμε να δούμε τις σκιές: [428, 319, 540, 330]
excursion-entry: ΤΗΣ ΦΙΛΩΝ ΤΗΣ ΦΥΣΕΩΣ: Εκδρομή στη Χαλκιδική. Πληροφορίες στο γραφείο του συλλόγου, τηλ. 71-340.: [1357, 2024, 1519, 2072]
cinema-entry: ΑΓΓΕΛΙΚΗ — τηλ. 78-060: «Το χαμόγελο»: [1000, 942, 1179, 965]
novel-columns: [63, 1863, 992, 2115]
cinema-column: [1000, 175, 1179, 2159]
crossword-clue: 1) Θα μιλά για τη φύση.: [819, 1352, 927, 1362]
separator-stars: * * *: [194, 796, 286, 809]
phone-row: [428, 1116, 613, 1129]
crossword-grid: [625, 1349, 806, 1529]
left-paragraph: Δεν είναι υπερβολή να πούμε ότι η πόλη πρέπει να σχεδιασθεί από την αρχή. Οι δρόμοι στενοί, η κυκλοφορία αυξάνει, οι πλατείες λίγες και οι κάτοικοι ζητούν χώρους πρασίνου.: [63, 852, 417, 889]
poetry-line: που φέρνει η βροχή στο λιμάνι.: [428, 331, 570, 342]
crossword-number: 5: [712, 1339, 718, 1349]
separator-stars: * * *: [194, 429, 286, 443]
phone-place: Άγιος Σοφία (Ταυ): [428, 921, 511, 932]
